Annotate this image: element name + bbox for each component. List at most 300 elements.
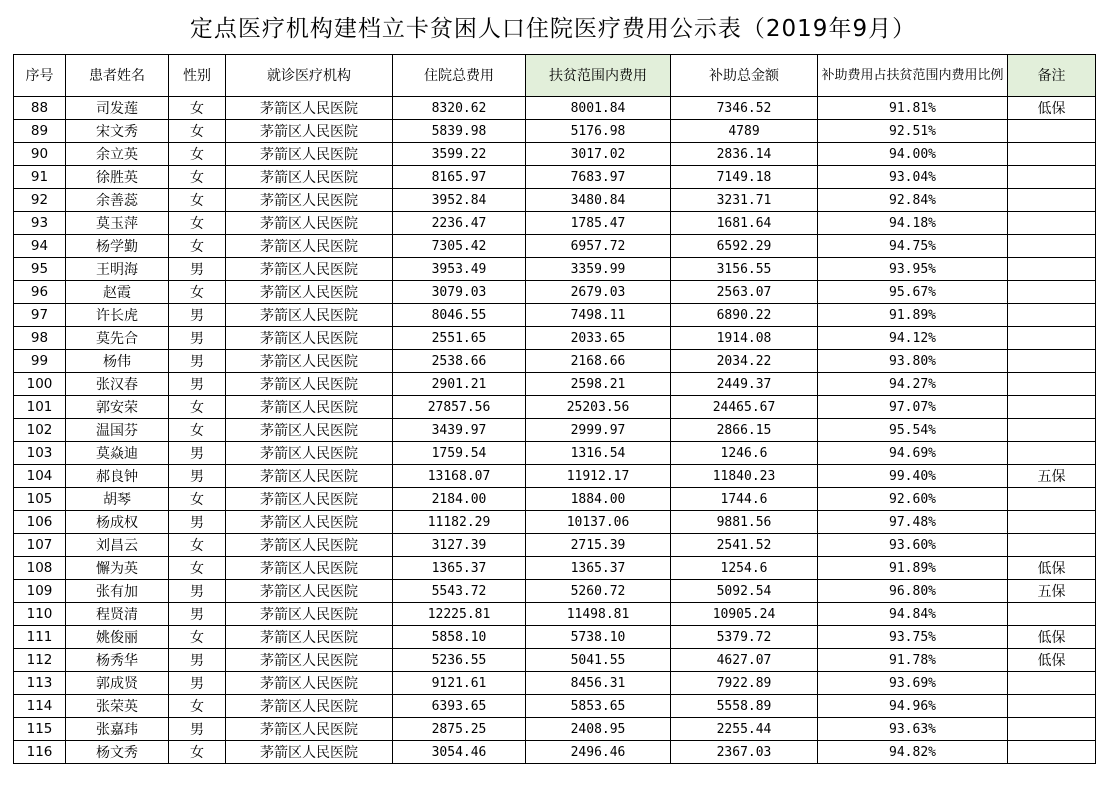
cell-remarks: 低保 bbox=[1008, 649, 1096, 672]
table-row bbox=[14, 143, 1096, 166]
cell-hospital: 茅箭区人民医院 bbox=[226, 603, 393, 626]
cell-remarks: 低保 bbox=[1008, 97, 1096, 120]
cell-patient-name: 许长虎 bbox=[66, 304, 169, 327]
cell-subsidy-total: 5092.54 bbox=[671, 580, 818, 603]
cell-index: 109 bbox=[14, 580, 66, 603]
cell-remarks bbox=[1008, 419, 1096, 442]
table-row bbox=[14, 488, 1096, 511]
cell-patient-name: 张荣英 bbox=[66, 695, 169, 718]
cell-index: 113 bbox=[14, 672, 66, 695]
cell-hospital: 茅箭区人民医院 bbox=[226, 97, 393, 120]
cell-poverty-scope-cost: 25203.56 bbox=[526, 396, 671, 419]
cell-subsidy-total: 4789 bbox=[671, 120, 818, 143]
cell-subsidy-ratio: 93.80% bbox=[818, 350, 1008, 373]
cell-gender: 男 bbox=[169, 442, 226, 465]
col-header-subsidy-ratio: 补助费用占扶贫范围内费用比例 bbox=[818, 55, 1008, 97]
cell-poverty-scope-cost: 8456.31 bbox=[526, 672, 671, 695]
cell-subsidy-total: 7149.18 bbox=[671, 166, 818, 189]
cell-total-cost: 1759.54 bbox=[393, 442, 526, 465]
cell-patient-name: 杨成权 bbox=[66, 511, 169, 534]
cell-hospital: 茅箭区人民医院 bbox=[226, 304, 393, 327]
col-header-index: 序号 bbox=[14, 55, 66, 97]
cell-subsidy-ratio: 94.84% bbox=[818, 603, 1008, 626]
table-row bbox=[14, 189, 1096, 212]
cell-gender: 男 bbox=[169, 373, 226, 396]
cell-index: 90 bbox=[14, 143, 66, 166]
cell-remarks bbox=[1008, 396, 1096, 419]
cell-subsidy-ratio: 92.60% bbox=[818, 488, 1008, 511]
cell-patient-name: 杨秀华 bbox=[66, 649, 169, 672]
cell-subsidy-total: 2449.37 bbox=[671, 373, 818, 396]
cell-hospital: 茅箭区人民医院 bbox=[226, 534, 393, 557]
cell-hospital: 茅箭区人民医院 bbox=[226, 741, 393, 764]
cell-index: 92 bbox=[14, 189, 66, 212]
cell-index: 103 bbox=[14, 442, 66, 465]
cell-index: 114 bbox=[14, 695, 66, 718]
cell-hospital: 茅箭区人民医院 bbox=[226, 212, 393, 235]
cell-subsidy-ratio: 93.63% bbox=[818, 718, 1008, 741]
table-row bbox=[14, 672, 1096, 695]
cell-total-cost: 3952.84 bbox=[393, 189, 526, 212]
col-header-total-cost: 住院总费用 bbox=[393, 55, 526, 97]
cell-patient-name: 张嘉玮 bbox=[66, 718, 169, 741]
cell-subsidy-ratio: 96.80% bbox=[818, 580, 1008, 603]
cell-poverty-scope-cost: 3359.99 bbox=[526, 258, 671, 281]
cell-subsidy-ratio: 93.60% bbox=[818, 534, 1008, 557]
cell-hospital: 茅箭区人民医院 bbox=[226, 235, 393, 258]
cell-patient-name: 胡琴 bbox=[66, 488, 169, 511]
cell-total-cost: 6393.65 bbox=[393, 695, 526, 718]
cell-gender: 女 bbox=[169, 741, 226, 764]
cell-hospital: 茅箭区人民医院 bbox=[226, 350, 393, 373]
cell-subsidy-total: 1246.6 bbox=[671, 442, 818, 465]
cell-total-cost: 3079.03 bbox=[393, 281, 526, 304]
cell-poverty-scope-cost: 11498.81 bbox=[526, 603, 671, 626]
cell-patient-name: 莫先合 bbox=[66, 327, 169, 350]
table-row bbox=[14, 534, 1096, 557]
cell-poverty-scope-cost: 3017.02 bbox=[526, 143, 671, 166]
table-row bbox=[14, 235, 1096, 258]
table-row bbox=[14, 442, 1096, 465]
cell-hospital: 茅箭区人民医院 bbox=[226, 465, 393, 488]
cell-total-cost: 27857.56 bbox=[393, 396, 526, 419]
cell-subsidy-ratio: 94.12% bbox=[818, 327, 1008, 350]
cell-poverty-scope-cost: 3480.84 bbox=[526, 189, 671, 212]
cell-subsidy-ratio: 91.89% bbox=[818, 557, 1008, 580]
cell-patient-name: 杨伟 bbox=[66, 350, 169, 373]
cell-subsidy-ratio: 91.81% bbox=[818, 97, 1008, 120]
table-row bbox=[14, 97, 1096, 120]
cell-subsidy-ratio: 91.78% bbox=[818, 649, 1008, 672]
cell-total-cost: 3127.39 bbox=[393, 534, 526, 557]
table-row bbox=[14, 373, 1096, 396]
cell-gender: 女 bbox=[169, 120, 226, 143]
page-title: 定点医疗机构建档立卡贫困人口住院医疗费用公示表（2019年9月） bbox=[189, 15, 917, 42]
cell-hospital: 茅箭区人民医院 bbox=[226, 189, 393, 212]
cell-index: 108 bbox=[14, 557, 66, 580]
cell-gender: 女 bbox=[169, 695, 226, 718]
cell-gender: 男 bbox=[169, 603, 226, 626]
col-header-hospital: 就诊医疗机构 bbox=[226, 55, 393, 97]
cell-total-cost: 8046.55 bbox=[393, 304, 526, 327]
table-row bbox=[14, 166, 1096, 189]
cell-patient-name: 莫玉萍 bbox=[66, 212, 169, 235]
cell-index: 94 bbox=[14, 235, 66, 258]
cell-poverty-scope-cost: 2679.03 bbox=[526, 281, 671, 304]
table-row bbox=[14, 511, 1096, 534]
cell-total-cost: 9121.61 bbox=[393, 672, 526, 695]
cell-gender: 女 bbox=[169, 166, 226, 189]
cell-total-cost: 2538.66 bbox=[393, 350, 526, 373]
col-header-subsidy-total: 补助总金额 bbox=[671, 55, 818, 97]
cell-patient-name: 杨文秀 bbox=[66, 741, 169, 764]
cell-subsidy-total: 9881.56 bbox=[671, 511, 818, 534]
cell-index: 106 bbox=[14, 511, 66, 534]
cell-subsidy-total: 6592.29 bbox=[671, 235, 818, 258]
cell-subsidy-total: 3231.71 bbox=[671, 189, 818, 212]
cell-subsidy-total: 4627.07 bbox=[671, 649, 818, 672]
cell-poverty-scope-cost: 1884.00 bbox=[526, 488, 671, 511]
cell-gender: 男 bbox=[169, 304, 226, 327]
col-header-remarks: 备注 bbox=[1008, 55, 1096, 97]
cell-total-cost: 2901.21 bbox=[393, 373, 526, 396]
cell-poverty-scope-cost: 1785.47 bbox=[526, 212, 671, 235]
table-row bbox=[14, 741, 1096, 764]
cell-total-cost: 7305.42 bbox=[393, 235, 526, 258]
cell-subsidy-ratio: 91.89% bbox=[818, 304, 1008, 327]
col-header-poverty-scope-cost: 扶贫范围内费用 bbox=[526, 55, 671, 97]
cell-remarks bbox=[1008, 166, 1096, 189]
cell-index: 89 bbox=[14, 120, 66, 143]
cell-poverty-scope-cost: 11912.17 bbox=[526, 465, 671, 488]
cell-index: 112 bbox=[14, 649, 66, 672]
cell-remarks bbox=[1008, 258, 1096, 281]
cell-patient-name: 懈为英 bbox=[66, 557, 169, 580]
cell-gender: 男 bbox=[169, 465, 226, 488]
cell-index: 98 bbox=[14, 327, 66, 350]
table-row bbox=[14, 120, 1096, 143]
cell-total-cost: 5858.10 bbox=[393, 626, 526, 649]
cell-remarks bbox=[1008, 511, 1096, 534]
cell-total-cost: 12225.81 bbox=[393, 603, 526, 626]
cell-total-cost: 2875.25 bbox=[393, 718, 526, 741]
table-row bbox=[14, 281, 1096, 304]
cell-hospital: 茅箭区人民医院 bbox=[226, 258, 393, 281]
cell-gender: 男 bbox=[169, 258, 226, 281]
cell-poverty-scope-cost: 6957.72 bbox=[526, 235, 671, 258]
cell-remarks bbox=[1008, 281, 1096, 304]
cell-subsidy-ratio: 94.18% bbox=[818, 212, 1008, 235]
cell-index: 105 bbox=[14, 488, 66, 511]
table-body bbox=[14, 97, 1096, 764]
cell-gender: 男 bbox=[169, 718, 226, 741]
cell-hospital: 茅箭区人民医院 bbox=[226, 580, 393, 603]
cell-gender: 男 bbox=[169, 580, 226, 603]
cell-subsidy-ratio: 92.51% bbox=[818, 120, 1008, 143]
cell-subsidy-ratio: 99.40% bbox=[818, 465, 1008, 488]
table-row bbox=[14, 304, 1096, 327]
cell-subsidy-total: 7922.89 bbox=[671, 672, 818, 695]
cell-subsidy-total: 2255.44 bbox=[671, 718, 818, 741]
cell-subsidy-total: 5379.72 bbox=[671, 626, 818, 649]
cell-poverty-scope-cost: 5853.65 bbox=[526, 695, 671, 718]
cell-gender: 女 bbox=[169, 534, 226, 557]
cell-patient-name: 温国芬 bbox=[66, 419, 169, 442]
table-row bbox=[14, 419, 1096, 442]
cell-hospital: 茅箭区人民医院 bbox=[226, 511, 393, 534]
table-row bbox=[14, 557, 1096, 580]
cell-hospital: 茅箭区人民医院 bbox=[226, 442, 393, 465]
cell-subsidy-ratio: 94.82% bbox=[818, 741, 1008, 764]
cell-poverty-scope-cost: 2999.97 bbox=[526, 419, 671, 442]
cell-total-cost: 8320.62 bbox=[393, 97, 526, 120]
cell-subsidy-ratio: 94.27% bbox=[818, 373, 1008, 396]
cell-subsidy-total: 5558.89 bbox=[671, 695, 818, 718]
cell-index: 99 bbox=[14, 350, 66, 373]
cell-patient-name: 刘昌云 bbox=[66, 534, 169, 557]
cell-subsidy-ratio: 94.00% bbox=[818, 143, 1008, 166]
cell-gender: 女 bbox=[169, 143, 226, 166]
cell-subsidy-total: 11840.23 bbox=[671, 465, 818, 488]
cell-subsidy-total: 2541.52 bbox=[671, 534, 818, 557]
cell-poverty-scope-cost: 2496.46 bbox=[526, 741, 671, 764]
table-row bbox=[14, 580, 1096, 603]
cell-poverty-scope-cost: 7498.11 bbox=[526, 304, 671, 327]
cell-subsidy-ratio: 92.84% bbox=[818, 189, 1008, 212]
cell-patient-name: 宋文秀 bbox=[66, 120, 169, 143]
table-row bbox=[14, 465, 1096, 488]
cell-subsidy-ratio: 95.54% bbox=[818, 419, 1008, 442]
cell-total-cost: 8165.97 bbox=[393, 166, 526, 189]
cell-remarks bbox=[1008, 488, 1096, 511]
cell-poverty-scope-cost: 2715.39 bbox=[526, 534, 671, 557]
cell-patient-name: 张有加 bbox=[66, 580, 169, 603]
cell-gender: 女 bbox=[169, 396, 226, 419]
cell-poverty-scope-cost: 5041.55 bbox=[526, 649, 671, 672]
cell-subsidy-total: 6890.22 bbox=[671, 304, 818, 327]
cell-remarks: 五保 bbox=[1008, 465, 1096, 488]
cell-index: 111 bbox=[14, 626, 66, 649]
cell-gender: 男 bbox=[169, 350, 226, 373]
cell-hospital: 茅箭区人民医院 bbox=[226, 419, 393, 442]
cell-remarks bbox=[1008, 350, 1096, 373]
cell-remarks bbox=[1008, 695, 1096, 718]
cell-poverty-scope-cost: 2598.21 bbox=[526, 373, 671, 396]
cell-gender: 男 bbox=[169, 511, 226, 534]
cell-hospital: 茅箭区人民医院 bbox=[226, 672, 393, 695]
cell-remarks bbox=[1008, 373, 1096, 396]
cell-remarks bbox=[1008, 672, 1096, 695]
cell-hospital: 茅箭区人民医院 bbox=[226, 143, 393, 166]
cell-poverty-scope-cost: 5738.10 bbox=[526, 626, 671, 649]
cell-subsidy-total: 24465.67 bbox=[671, 396, 818, 419]
cell-total-cost: 5236.55 bbox=[393, 649, 526, 672]
cell-hospital: 茅箭区人民医院 bbox=[226, 373, 393, 396]
cell-poverty-scope-cost: 10137.06 bbox=[526, 511, 671, 534]
cell-total-cost: 1365.37 bbox=[393, 557, 526, 580]
cell-subsidy-ratio: 94.96% bbox=[818, 695, 1008, 718]
cell-subsidy-ratio: 93.69% bbox=[818, 672, 1008, 695]
cell-subsidy-ratio: 93.95% bbox=[818, 258, 1008, 281]
cell-total-cost: 3054.46 bbox=[393, 741, 526, 764]
cell-subsidy-total: 7346.52 bbox=[671, 97, 818, 120]
cell-patient-name: 余善蕊 bbox=[66, 189, 169, 212]
cell-subsidy-total: 2866.15 bbox=[671, 419, 818, 442]
table-row bbox=[14, 626, 1096, 649]
cell-remarks bbox=[1008, 603, 1096, 626]
cell-hospital: 茅箭区人民医院 bbox=[226, 649, 393, 672]
cell-patient-name: 徐胜英 bbox=[66, 166, 169, 189]
cell-patient-name: 莫焱迪 bbox=[66, 442, 169, 465]
cell-index: 101 bbox=[14, 396, 66, 419]
table-row bbox=[14, 327, 1096, 350]
cell-total-cost: 3953.49 bbox=[393, 258, 526, 281]
fee-table bbox=[13, 54, 1096, 764]
cell-remarks bbox=[1008, 143, 1096, 166]
cell-hospital: 茅箭区人民医院 bbox=[226, 120, 393, 143]
cell-hospital: 茅箭区人民医院 bbox=[226, 281, 393, 304]
cell-remarks bbox=[1008, 304, 1096, 327]
cell-gender: 男 bbox=[169, 672, 226, 695]
cell-subsidy-total: 10905.24 bbox=[671, 603, 818, 626]
cell-total-cost: 13168.07 bbox=[393, 465, 526, 488]
cell-poverty-scope-cost: 5176.98 bbox=[526, 120, 671, 143]
cell-total-cost: 3439.97 bbox=[393, 419, 526, 442]
cell-gender: 女 bbox=[169, 488, 226, 511]
header-row bbox=[14, 55, 1096, 97]
cell-hospital: 茅箭区人民医院 bbox=[226, 396, 393, 419]
table-row bbox=[14, 603, 1096, 626]
cell-hospital: 茅箭区人民医院 bbox=[226, 626, 393, 649]
cell-poverty-scope-cost: 8001.84 bbox=[526, 97, 671, 120]
cell-total-cost: 2184.00 bbox=[393, 488, 526, 511]
col-header-gender: 性别 bbox=[169, 55, 226, 97]
cell-subsidy-total: 3156.55 bbox=[671, 258, 818, 281]
cell-poverty-scope-cost: 2408.95 bbox=[526, 718, 671, 741]
cell-gender: 男 bbox=[169, 649, 226, 672]
cell-hospital: 茅箭区人民医院 bbox=[226, 166, 393, 189]
cell-remarks: 低保 bbox=[1008, 557, 1096, 580]
cell-patient-name: 郭安荣 bbox=[66, 396, 169, 419]
cell-index: 107 bbox=[14, 534, 66, 557]
col-header-patient-name: 患者姓名 bbox=[66, 55, 169, 97]
cell-gender: 女 bbox=[169, 626, 226, 649]
cell-patient-name: 杨学勤 bbox=[66, 235, 169, 258]
cell-gender: 女 bbox=[169, 97, 226, 120]
cell-remarks bbox=[1008, 442, 1096, 465]
table-row bbox=[14, 718, 1096, 741]
cell-poverty-scope-cost: 1316.54 bbox=[526, 442, 671, 465]
table-row bbox=[14, 350, 1096, 373]
table-row bbox=[14, 258, 1096, 281]
cell-gender: 女 bbox=[169, 557, 226, 580]
cell-patient-name: 司发莲 bbox=[66, 97, 169, 120]
cell-poverty-scope-cost: 5260.72 bbox=[526, 580, 671, 603]
cell-remarks bbox=[1008, 235, 1096, 258]
cell-total-cost: 2236.47 bbox=[393, 212, 526, 235]
cell-remarks bbox=[1008, 189, 1096, 212]
cell-patient-name: 程贤清 bbox=[66, 603, 169, 626]
cell-index: 95 bbox=[14, 258, 66, 281]
cell-patient-name: 余立英 bbox=[66, 143, 169, 166]
cell-patient-name: 王明海 bbox=[66, 258, 169, 281]
cell-subsidy-ratio: 97.48% bbox=[818, 511, 1008, 534]
cell-total-cost: 2551.65 bbox=[393, 327, 526, 350]
cell-subsidy-ratio: 94.75% bbox=[818, 235, 1008, 258]
cell-poverty-scope-cost: 1365.37 bbox=[526, 557, 671, 580]
cell-index: 93 bbox=[14, 212, 66, 235]
cell-patient-name: 姚俊丽 bbox=[66, 626, 169, 649]
cell-subsidy-total: 1914.08 bbox=[671, 327, 818, 350]
cell-subsidy-ratio: 97.07% bbox=[818, 396, 1008, 419]
cell-patient-name: 郭成贤 bbox=[66, 672, 169, 695]
cell-gender: 男 bbox=[169, 327, 226, 350]
table-row bbox=[14, 212, 1096, 235]
cell-subsidy-ratio: 94.69% bbox=[818, 442, 1008, 465]
cell-patient-name: 张汉春 bbox=[66, 373, 169, 396]
cell-index: 97 bbox=[14, 304, 66, 327]
cell-poverty-scope-cost: 2033.65 bbox=[526, 327, 671, 350]
cell-index: 91 bbox=[14, 166, 66, 189]
cell-subsidy-total: 2367.03 bbox=[671, 741, 818, 764]
cell-gender: 女 bbox=[169, 419, 226, 442]
cell-gender: 女 bbox=[169, 281, 226, 304]
cell-hospital: 茅箭区人民医院 bbox=[226, 488, 393, 511]
cell-hospital: 茅箭区人民医院 bbox=[226, 327, 393, 350]
cell-subsidy-ratio: 95.67% bbox=[818, 281, 1008, 304]
cell-subsidy-ratio: 93.04% bbox=[818, 166, 1008, 189]
cell-poverty-scope-cost: 2168.66 bbox=[526, 350, 671, 373]
cell-patient-name: 赵霞 bbox=[66, 281, 169, 304]
table-row bbox=[14, 649, 1096, 672]
cell-remarks: 低保 bbox=[1008, 626, 1096, 649]
cell-index: 96 bbox=[14, 281, 66, 304]
cell-index: 110 bbox=[14, 603, 66, 626]
table-row bbox=[14, 396, 1096, 419]
cell-remarks bbox=[1008, 718, 1096, 741]
cell-gender: 女 bbox=[169, 235, 226, 258]
cell-subsidy-total: 2836.14 bbox=[671, 143, 818, 166]
cell-total-cost: 5543.72 bbox=[393, 580, 526, 603]
cell-total-cost: 5839.98 bbox=[393, 120, 526, 143]
cell-index: 88 bbox=[14, 97, 66, 120]
cell-subsidy-total: 1744.6 bbox=[671, 488, 818, 511]
cell-hospital: 茅箭区人民医院 bbox=[226, 695, 393, 718]
cell-total-cost: 3599.22 bbox=[393, 143, 526, 166]
cell-remarks: 五保 bbox=[1008, 580, 1096, 603]
cell-index: 102 bbox=[14, 419, 66, 442]
cell-poverty-scope-cost: 7683.97 bbox=[526, 166, 671, 189]
cell-subsidy-total: 1681.64 bbox=[671, 212, 818, 235]
cell-hospital: 茅箭区人民医院 bbox=[226, 557, 393, 580]
cell-gender: 女 bbox=[169, 212, 226, 235]
cell-remarks bbox=[1008, 327, 1096, 350]
cell-index: 116 bbox=[14, 741, 66, 764]
cell-subsidy-ratio: 93.75% bbox=[818, 626, 1008, 649]
cell-remarks bbox=[1008, 534, 1096, 557]
cell-index: 100 bbox=[14, 373, 66, 396]
cell-index: 115 bbox=[14, 718, 66, 741]
cell-subsidy-total: 2563.07 bbox=[671, 281, 818, 304]
table-row bbox=[14, 695, 1096, 718]
cell-total-cost: 11182.29 bbox=[393, 511, 526, 534]
cell-gender: 女 bbox=[169, 189, 226, 212]
cell-remarks bbox=[1008, 120, 1096, 143]
cell-patient-name: 郝良钟 bbox=[66, 465, 169, 488]
cell-subsidy-total: 1254.6 bbox=[671, 557, 818, 580]
cell-index: 104 bbox=[14, 465, 66, 488]
cell-subsidy-total: 2034.22 bbox=[671, 350, 818, 373]
